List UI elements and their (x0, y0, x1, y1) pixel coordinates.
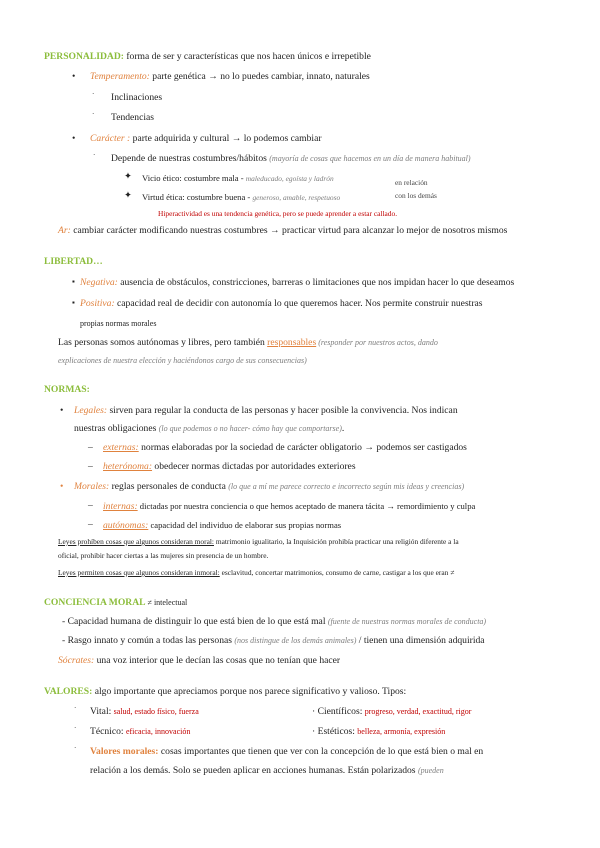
externas-line (103, 442, 467, 454)
negativa-term: Negativa: (80, 277, 118, 288)
positiva-text: capacidad real de decidir con autonomía lo que queremos hacer. Nos permite construir nuestras (114, 298, 483, 309)
heteronoma-text: obedecer normas dictadas por autoridades exteriores (152, 461, 356, 472)
positiva-term: Positiva: (80, 298, 115, 309)
libertad-heading: LIBERTAD… (44, 256, 103, 267)
cientificos-line (312, 706, 471, 718)
valores-heading: VALORES: (44, 686, 93, 697)
legales-line (74, 405, 458, 417)
morales-text: reglas personales de conducta (109, 481, 229, 492)
temperamento-text: parte genética → no lo puedes cambiar, innato, naturales (149, 71, 370, 82)
negativa-line (80, 277, 514, 289)
legales-text-2: nuestras obligaciones (74, 423, 159, 434)
conciencia-item-2-note: (nos distingue de los demás animales) (234, 636, 357, 645)
dash-bullet-icon: – (88, 461, 93, 472)
cientificos-label: · Científicos: (312, 706, 365, 717)
legales-line-2 (74, 423, 344, 435)
esteticos-line (312, 726, 445, 738)
morales-note: (lo que a mí me parece correcto e incorrecto según mis ideas y creencias) (228, 482, 465, 491)
personalidad-heading: PERSONALIDAD: (44, 51, 124, 62)
externas-term: externas: (103, 442, 139, 453)
dot-icon: · (92, 110, 95, 118)
virtud-note: generoso, amable, respetuoso (252, 193, 341, 202)
conciencia-line (44, 597, 187, 609)
depende-note: (mayoría de cosas que hacemos en un día de manera habitual) (269, 154, 471, 163)
conciencia-item-1-text: - Capacidad humana de distinguir lo que está bien de lo que está mal (62, 616, 328, 627)
vicio-note: maleducado, egoísta y ladrón (245, 174, 334, 183)
positiva-line-2: propias normas morales (80, 319, 157, 328)
esteticos-items: belleza, armonía, expresión (357, 727, 446, 736)
caracter-term: Carácter : (90, 133, 131, 144)
valores-morales-text: cosas importantes que tienen que ver con la concepción de lo que está bien o mal en (158, 746, 484, 757)
temperamento-line (90, 71, 370, 83)
vicio-text: Vicio ético: costumbre mala - (142, 173, 246, 183)
tecnico-line (90, 726, 190, 738)
leyes-prohiben-line-2: oficial, prohibir hacer ciertas a las mujeres sin presencia de un hombre. (58, 551, 269, 560)
inclinaciones-item: Inclinaciones (111, 92, 163, 103)
responsables-term: responsables (267, 337, 317, 348)
tecnico-items: eficacia, innovación (125, 727, 191, 736)
conciencia-item-1-note: (fuente de nuestras normas morales de conducta) (327, 617, 487, 626)
bullet-icon: • (60, 481, 64, 492)
valores-definition: algo importante que apreciamos porque nos parece significativo y valioso. Tipos: (92, 686, 407, 697)
personalidad-line (44, 51, 371, 63)
responsables-line (58, 337, 438, 349)
caracter-line (90, 133, 322, 145)
conciencia-heading: CONCIENCIA MORAL (44, 597, 146, 608)
conciencia-item-2 (62, 635, 485, 647)
autonoma-line (103, 519, 341, 532)
dot-icon: · (74, 704, 77, 712)
socrates-line (58, 655, 340, 667)
conciencia-item-1 (62, 616, 486, 628)
autonoma-term: autónomas: (103, 520, 149, 531)
bullet-icon: • (72, 71, 76, 82)
square-bullet-icon: ▪ (72, 277, 75, 286)
virtud-line (142, 191, 340, 204)
valores-line (44, 686, 406, 698)
conciencia-headnote: ≠ intelectual (145, 598, 188, 607)
depende-text: Depende de nuestras costumbres/hábitos (111, 153, 270, 164)
internas-line (103, 500, 475, 513)
leyes-prohiben-line (58, 536, 459, 548)
dot-icon: · (92, 90, 95, 98)
positiva-line (80, 298, 483, 310)
hiperactividad-note: Hiperactividad es una tendencia genética, pero se puede aprender a estar callado. (158, 209, 398, 218)
leyes-prohiben-label: Leyes prohíben cosas que algunos consideran moral: (58, 537, 214, 546)
leyes-prohiben-text: matrimonio igualitario, la Inquisición prohibía practicar una religión diferente a la (213, 537, 459, 546)
morales-line (74, 481, 464, 493)
leyes-permiten-text: esclavitud, concertar matrimonios, consumo de carne, castigar a los que eran ≠ (219, 568, 455, 577)
valores-morales-line-2 (90, 765, 444, 777)
square-bullet-icon: ▪ (72, 298, 75, 307)
normas-heading: NORMAS: (44, 384, 90, 395)
aside-en-relacion: en relación (395, 178, 428, 187)
heteronoma-term: heterónoma: (103, 461, 153, 472)
internas-text: dictadas por nuestra conciencia o que hemos aceptado de manera tácita → remordimiento y culpa (137, 501, 476, 511)
valores-morales-text-2: relación a los demás. Solo se pueden aplicar en acciones humanas. Están polarizados (90, 765, 418, 776)
internas-term: internas: (103, 501, 138, 512)
star-bullet-icon: ✦ (124, 171, 133, 182)
cientificos-items: progreso, verdad, exactitud, rigor (364, 707, 472, 716)
valores-morales-note: (pueden (417, 766, 444, 775)
dash-bullet-icon: – (88, 500, 93, 511)
dash-bullet-icon: – (88, 442, 93, 453)
tendencias-item: Tendencias (111, 112, 155, 123)
valores-morales-term: Valores morales: (90, 746, 159, 757)
leyes-permiten-line (58, 567, 454, 579)
responsables-note: (responder por nuestros actos, dando (316, 338, 438, 347)
legales-term: Legales: (74, 405, 108, 416)
leyes-permiten-label: Leyes permiten cosas que algunos consideran inmoral: (58, 568, 220, 577)
vital-line (90, 706, 199, 718)
bullet-icon: • (72, 133, 76, 144)
dot-icon: · (74, 724, 77, 732)
responsables-text: Las personas somos autónomas y libres, pero también (58, 337, 268, 348)
externas-text: normas elaboradas por la sociedad de carácter obligatorio → podemos ser castigados (138, 442, 467, 453)
ar-term: Ar: (58, 225, 71, 236)
star-bullet-icon: ✦ (124, 190, 133, 201)
socrates-text: una voz interior que le decían las cosas que no tenían que hacer (94, 655, 341, 666)
esteticos-label: · Estéticos: (312, 726, 358, 737)
ar-line (58, 225, 507, 237)
depende-line (111, 153, 471, 165)
legales-end: . (341, 423, 345, 434)
caracter-text: parte adquirida y cultural → lo podemos cambiar (130, 133, 322, 144)
heteronoma-line (103, 461, 356, 473)
dot-icon: · (93, 151, 96, 159)
vital-label: Vital: (90, 706, 114, 717)
virtud-text: Virtud ética: costumbre buena - (142, 192, 253, 202)
tecnico-label: Técnico: (90, 726, 126, 737)
bullet-icon: • (60, 405, 64, 416)
negativa-text: ausencia de obstáculos, constricciones, barreras o limitaciones que nos impidan hacer lo que deseamos (117, 277, 515, 288)
vital-items: salud, estado físico, fuerza (113, 707, 199, 716)
dash-bullet-icon: – (88, 519, 93, 530)
personalidad-definition: forma de ser y características que nos hacen únicos e irrepetible (123, 51, 371, 62)
legales-text: sirven para regular la conducta de las personas y hacer posible la convivencia. Nos indican (107, 405, 458, 416)
aside-con-los-demas: con los demás (395, 191, 437, 200)
morales-term: Morales: (74, 481, 110, 492)
vicio-line (142, 172, 334, 185)
legales-note: (lo que podemos o no hacer- cómo hay que comportarse) (158, 424, 342, 433)
valores-morales-line (90, 746, 483, 758)
ar-text: cambiar carácter modificando nuestras costumbres → practicar virtud para alcanzar lo mejor de nosotros mismos (70, 225, 508, 236)
autonoma-text: capacidad del individuo de elaborar sus propias normas (148, 520, 342, 530)
responsables-note-2: explicaciones de nuestra elección y haciéndonos cargo de sus consecuencias) (58, 356, 307, 365)
conciencia-item-2-end: / tienen una dimensión adquirida (356, 635, 485, 646)
temperamento-term: Temperamento: (90, 71, 150, 82)
conciencia-item-2-text: - Rasgo innato y común a todas las personas (62, 635, 235, 646)
dot-icon: · (74, 744, 77, 752)
socrates-term: Sócrates: (58, 655, 95, 666)
